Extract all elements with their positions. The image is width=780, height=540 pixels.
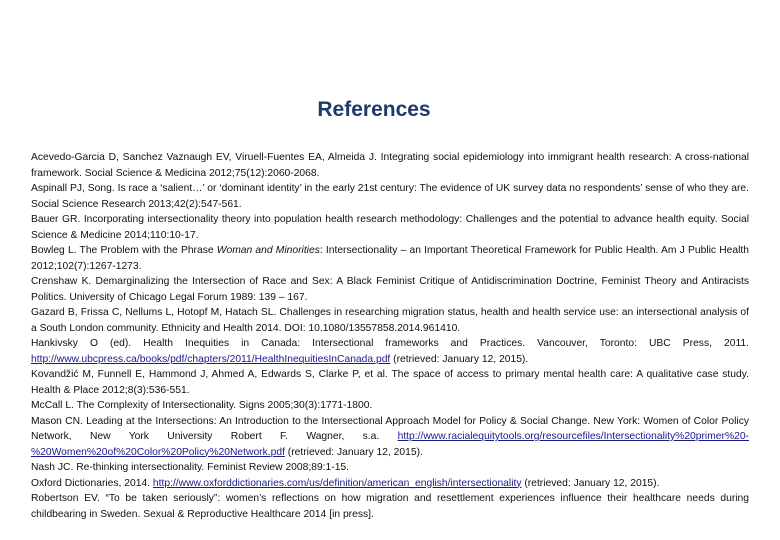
reference-text: (retrieved: January 12, 2015). <box>521 477 660 489</box>
reference-italic-title: Woman and Minorities <box>216 245 320 256</box>
reference-mason <box>31 414 749 461</box>
reference-oxford <box>31 476 749 492</box>
reference-bowleg <box>31 243 749 274</box>
reference-text: Bowleg L. The Problem with the Phrase <box>31 245 217 256</box>
reference-crenshaw: Crenshaw K. Demarginalizing the Intersection of Race and Sex: A Black Feminist Critique of Antidiscrimination Doctrine, Feminist Theory and Antiracists Politics. University of Chicago Legal Forum 1989: 139 – 167. <box>31 276 749 303</box>
reference-acevedo-garcia: Acevedo-Garcia D, Sanchez Vaznaugh EV, Viruell-Fuentes EA, Almeida J. Integrating social epidemiology into immigrant health research: A cross-national framework. Social Science & Medicina 2012;75(12):2060-2068. <box>31 152 749 179</box>
reference-nash: Nash JC. Re-thinking intersectionality. Feminist Review 2008;89:1-15. <box>31 462 350 473</box>
reference-link-oxforddictionaries[interactable]: http://www.oxforddictionaries.com/us/definition/american_english/intersectionality <box>152 477 522 489</box>
reference-bauer: Bauer GR. Incorporating intersectionality theory into population health research methodology: Challenges and the potential to advance health equity. Social Science & Medicine 2014;110:10-17. <box>31 214 749 241</box>
reference-text: (retrieved: January 12, 2015). <box>284 446 423 458</box>
reference-list <box>31 150 749 522</box>
reference-aspinall: Aspinall PJ, Song. Is race a ‘salient…’ or ‘dominant identity’ in the early 21st century: The evidence of UK survey data no respondents’ sense of who they are. Social Science Research 2013;42(2):547-561. <box>31 183 749 210</box>
reference-text: Oxford Dictionaries, 2014. <box>31 477 153 489</box>
reference-hankivsky <box>31 336 749 367</box>
reference-robertson: Robertson EV. “To be taken seriously”: women’s reflections on how migration and resettlement experiences influence their healthcare needs during childbearing in Sweden. Sexual & Reproductive Healthcare 2014 [in press]. <box>31 493 749 520</box>
reference-text: Mason CN. Leading at the Intersections: An Introduction to the Intersectional Approach Model for Policy & Social Change. New York: Women of Color Policy Network, New York University Robert F. Wagner, s.a. <box>31 415 749 442</box>
reference-link-racialequitytools[interactable]: http://www.racialequitytools.org/resourcefiles/Intersectionality%20primer%20-%20Women%20of%20Color%20Policy%20Network.pdf <box>31 431 749 458</box>
reference-text: : Intersectionality – an Important Theoretical Framework for Public Health. Am J Public Health 2012;102(7):1267-1273. <box>31 245 749 272</box>
reference-text: Hankivsky O (ed). Health Inequities in Canada: Intersectional frameworks and Practices. Vancouver, Toronto: UBC Press, 2011. <box>31 338 749 349</box>
page-title: References <box>317 98 431 121</box>
reference-gazard: Gazard B, Frissa C, Nellums L, Hotopf M, Hatach SL. Challenges in researching migration status, health and health service use: an intersectional analysis of a South London community. Ethnicity and Health 2014. DOI: 10.1080/13557858.2014.961410. <box>31 307 749 334</box>
reference-kovandzic: Kovandžić M, Funnell E, Hammond J, Ahmed A, Edwards S, Clarke P, et al. The space of access to primary mental health care: A qualitative case study. Health & Place 2012;8(3):536-551. <box>31 369 749 396</box>
reference-link-ubcpress[interactable]: http://www.ubcpress.ca/books/pdf/chapters/2011/HealthInequitiesInCanada.pdf <box>31 353 391 365</box>
reference-mccall: McCall L. The Complexity of Intersectionality. Signs 2005;30(3):1771-1800. <box>31 400 373 411</box>
reference-text: (retrieved: January 12, 2015). <box>390 353 529 365</box>
